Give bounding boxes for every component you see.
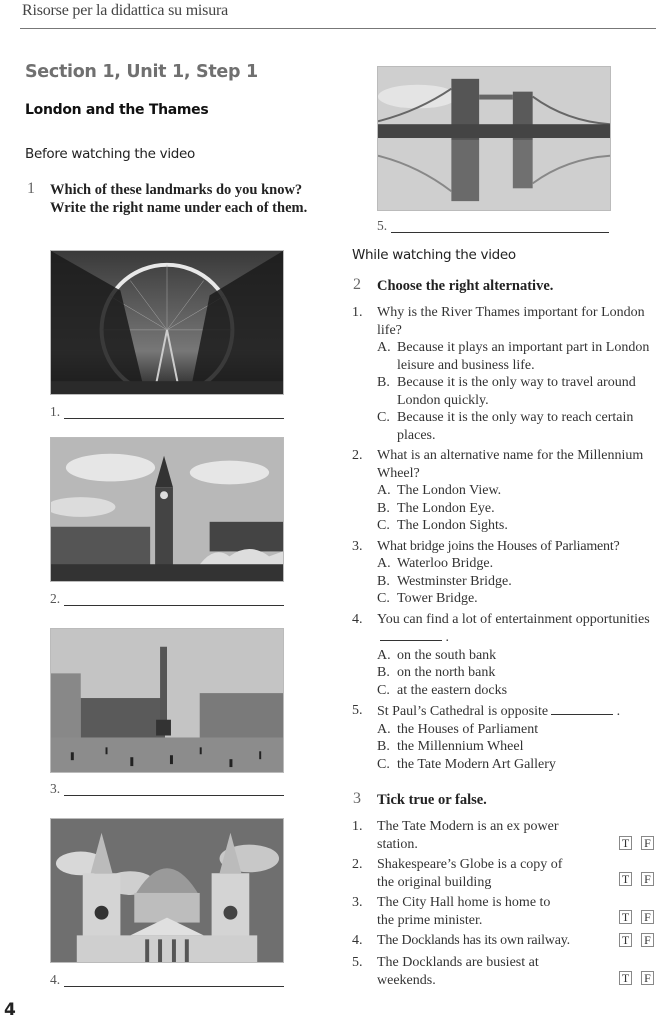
fill-in-blank[interactable]	[551, 702, 613, 715]
answer-line-3[interactable]	[50, 781, 284, 797]
option-b[interactable]	[377, 500, 658, 518]
option-a[interactable]	[377, 482, 658, 500]
question-text-after: .	[445, 630, 449, 645]
tower-bridge-photo	[377, 66, 611, 211]
statement-text: The Tate Modern is an ex power station.	[377, 819, 559, 852]
answer-line-2[interactable]	[50, 591, 284, 607]
option-letter: A.	[377, 647, 391, 663]
question-2	[352, 447, 658, 535]
option-a[interactable]	[377, 339, 658, 374]
false-checkbox[interactable]: F	[641, 836, 654, 850]
exercise-2-number: 2	[353, 276, 361, 293]
statement-number: 3.	[352, 895, 363, 910]
section-title: Section 1, Unit 1, Step 1	[25, 62, 258, 82]
option-letter: C.	[377, 756, 390, 772]
option-c[interactable]	[377, 590, 658, 608]
answer-label-3: 3.	[50, 781, 61, 796]
tf-statement-3	[352, 894, 658, 930]
option-text: The London Sights.	[397, 518, 508, 533]
false-checkbox[interactable]: F	[641, 933, 654, 947]
question-3	[352, 538, 658, 608]
answer-line-1[interactable]	[50, 404, 284, 420]
option-text: Tower Bridge.	[397, 591, 478, 606]
question-text	[377, 611, 658, 647]
option-letter: A.	[377, 721, 391, 737]
exercise-2-instruction: Choose the right alternative.	[377, 278, 554, 294]
option-b[interactable]	[377, 573, 658, 591]
question-text: What is an alternative name for the Millennium Wheel?	[377, 448, 644, 481]
answer-underline	[64, 986, 284, 987]
statement-text: The City Hall home is home to the prime minister.	[377, 895, 551, 928]
option-letter: A.	[377, 340, 391, 355]
option-b[interactable]	[377, 374, 658, 409]
page-number: 4	[4, 1000, 16, 1020]
question-5	[352, 702, 658, 773]
option-text: Because it is the only way to reach certain places.	[397, 410, 634, 443]
answer-label-4: 4.	[50, 972, 61, 987]
true-checkbox[interactable]: T	[619, 971, 632, 985]
statement-text: The Docklands has its own railway.	[377, 933, 570, 948]
answer-underline	[64, 605, 284, 606]
exercise-2-questions	[352, 304, 658, 776]
unit-title: London and the Thames	[25, 102, 209, 118]
false-checkbox[interactable]: F	[641, 971, 654, 985]
option-letter: C.	[377, 410, 390, 425]
false-checkbox[interactable]: F	[641, 872, 654, 886]
option-letter: B.	[377, 375, 390, 390]
option-text: on the north bank	[397, 665, 496, 680]
answer-line-4[interactable]	[50, 972, 284, 988]
question-text: What bridge joins the Houses of Parliament?	[377, 538, 620, 554]
phase-heading-before: Before watching the video	[25, 146, 196, 162]
answer-label-2: 2.	[50, 591, 61, 606]
option-text: Waterloo Bridge.	[397, 556, 494, 571]
exercise-1-number: 1	[27, 180, 35, 197]
exercise-3-instruction: Tick true or false.	[377, 792, 487, 808]
tf-statement-5	[352, 954, 658, 990]
answer-label-5: 5.	[377, 218, 388, 233]
option-letter: B.	[377, 665, 390, 680]
statement-number: 1.	[352, 819, 363, 834]
question-text-after: .	[616, 704, 621, 719]
trafalgar-square-photo	[50, 628, 284, 773]
question-text	[377, 702, 658, 721]
option-text: the Tate Modern Art Gallery	[397, 756, 556, 772]
option-text: the Houses of Parliament	[397, 721, 539, 737]
question-number: 3.	[352, 538, 363, 554]
london-eye-photo	[50, 250, 284, 395]
question-text-before: St Paul’s Cathedral is opposite	[377, 704, 549, 719]
option-letter: A.	[377, 556, 391, 571]
question-text: Why is the River Thames important for London life?	[377, 305, 645, 338]
question-number: 1.	[352, 305, 363, 320]
option-b[interactable]	[377, 738, 658, 756]
statement-number: 4.	[352, 933, 363, 948]
option-a[interactable]	[377, 555, 658, 573]
option-c[interactable]	[377, 409, 658, 444]
answer-label-1: 1.	[50, 404, 61, 419]
option-text: Because it plays an important part in London leisure and business life.	[397, 340, 650, 373]
phase-heading-while: While watching the video	[352, 247, 516, 263]
option-c[interactable]	[377, 756, 658, 774]
tf-statement-2	[352, 856, 658, 892]
question-text-before: You can find a lot of entertainment opportunities	[377, 611, 650, 627]
answer-underline	[391, 232, 609, 233]
option-letter: C.	[377, 591, 390, 606]
option-letter: C.	[377, 518, 390, 533]
option-a[interactable]	[377, 647, 658, 665]
statement-text: The Docklands are busiest at weekends.	[377, 955, 539, 988]
option-text: The London View.	[397, 483, 502, 498]
question-4	[352, 611, 658, 700]
option-c[interactable]	[377, 517, 658, 535]
option-text: on the south bank	[397, 647, 497, 663]
statement-number: 5.	[352, 955, 363, 970]
answer-underline	[64, 795, 284, 796]
st-pauls-cathedral-photo	[50, 818, 284, 963]
question-number: 5.	[352, 703, 363, 718]
true-checkbox[interactable]: T	[619, 933, 632, 947]
option-letter: A.	[377, 483, 391, 498]
fill-in-blank[interactable]	[380, 628, 442, 641]
true-checkbox[interactable]: T	[619, 872, 632, 886]
option-text: The London Eye.	[397, 500, 495, 516]
exercise-1-instruction: Which of these landmarks do you know? Write the right name under each of them.	[50, 182, 308, 216]
option-letter: B.	[377, 500, 390, 516]
tf-statement-1	[352, 818, 658, 854]
answer-underline	[64, 418, 284, 419]
statement-number: 2.	[352, 857, 363, 872]
option-text: at the eastern docks	[397, 682, 508, 698]
running-header: Risorse per la didattica su misura	[22, 2, 229, 19]
header-rule	[20, 28, 656, 29]
option-letter: C.	[377, 682, 390, 698]
question-number: 4.	[352, 611, 363, 627]
false-checkbox[interactable]: F	[641, 910, 654, 924]
option-text: the Millennium Wheel	[397, 739, 524, 754]
option-a[interactable]	[377, 721, 658, 739]
question-1	[352, 304, 658, 444]
option-b[interactable]	[377, 664, 658, 682]
option-text: Because it is the only way to travel around London quickly.	[397, 375, 636, 408]
answer-line-5[interactable]	[377, 218, 611, 234]
true-checkbox[interactable]: T	[619, 910, 632, 924]
option-c[interactable]	[377, 682, 658, 700]
statement-text: Shakespeare’s Globe is a copy of the original building	[377, 857, 563, 890]
option-text: Westminster Bridge.	[397, 573, 512, 589]
exercise-3-number: 3	[353, 790, 361, 807]
option-letter: B.	[377, 739, 390, 754]
big-ben-westminster-photo	[50, 437, 284, 582]
option-letter: B.	[377, 573, 390, 589]
true-checkbox[interactable]: T	[619, 836, 632, 850]
question-number: 2.	[352, 448, 363, 463]
tf-statement-4	[352, 932, 658, 950]
